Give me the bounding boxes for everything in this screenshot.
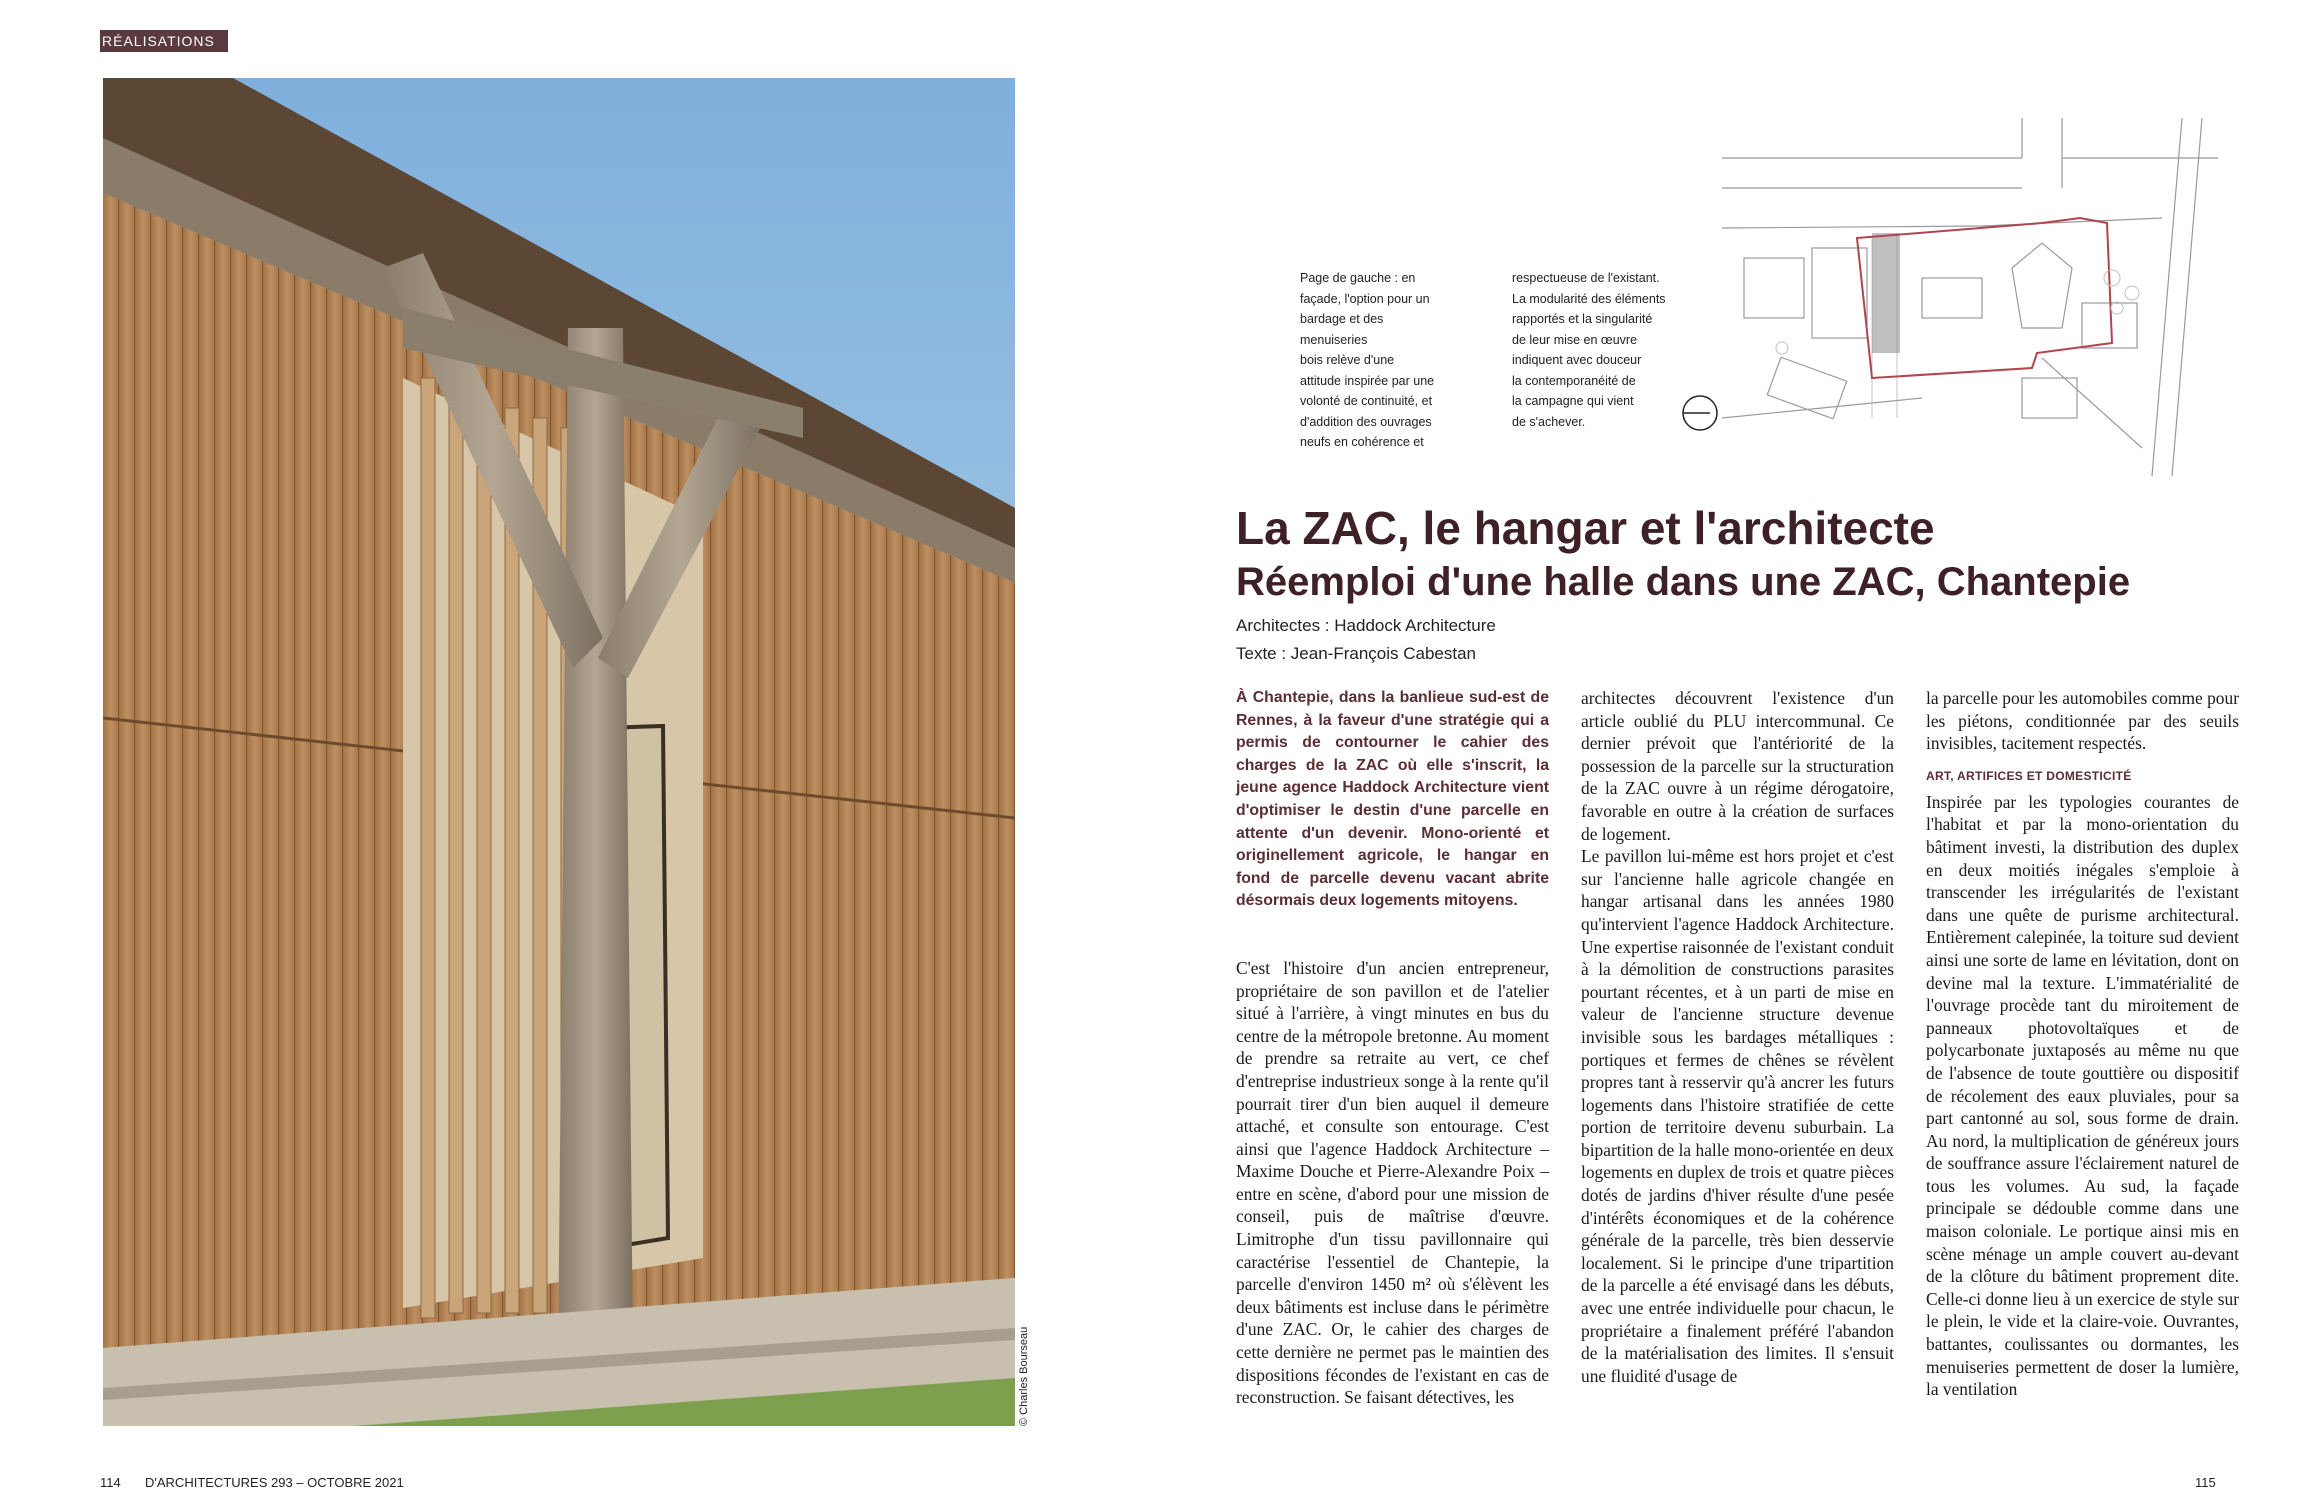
- author-credit: Texte : Jean-François Cabestan: [1236, 644, 1477, 663]
- title-block: [1236, 500, 2236, 608]
- caption-line: la contemporanéité de: [1512, 373, 1636, 388]
- caption-line: La modularité des éléments: [1512, 291, 1666, 306]
- section-tag: RÉALISATIONS: [100, 30, 228, 52]
- caption-line: attitude inspirée par une: [1300, 373, 1435, 388]
- body-paragraph: Le pavillon lui-même est hors projet et c'est sur l'ancienne halle agricole changée en hangar artisanal dans les années 1980 qu'intervient l'agence Haddock Architecture. Une expertise raisonnée de l'existant conduit à la démolition de constructions parasites pourtant récentes, et à un parti de mise en valeur de l'ancienne structure devenue invisible sous les bardages métalliques : portiques et fermes de chênes se révèlent propres tant à resservir qu'à ancrer les futurs logements dans l'histoire stratifiée de cette portion de territoire devenu suburbain. La bipartition de la halle mono-orientée en deux logements en duplex de trois et quatre pièces dotés de jardins d'hiver résulte d'une pesée d'intérêts économiques et de la cohérence générale de la parcelle, très bien desservie localement. Si le principe d'une tripartition de la parcelle a été envisagé dans les débuts, avec une entrée individuelle pour chacun, le propriétaire a finalement préféré l'abandon de la matérialisation des limites. Il s'ensuit une fluidité d'usage de: [1581, 846, 1894, 1386]
- caption-line: de s'achever.: [1512, 414, 1586, 429]
- caption-line: de leur mise en œuvre: [1512, 332, 1638, 347]
- caption-line: Page de gauche : en: [1300, 271, 1416, 285]
- caption-line: indiquent avec douceur: [1512, 353, 1642, 367]
- photo-caption-col2: [1512, 268, 1672, 432]
- body-paragraph: la parcelle pour les automobiles comme pour les piétons, conditionnée par des seuils invisibles, tacitement respectés.: [1926, 688, 2239, 754]
- caption-line: bardage et des menuiseries: [1300, 312, 1384, 347]
- site-plan: [1722, 118, 2218, 476]
- text-column-1: [1236, 687, 1549, 1409]
- caption-line: la campagne qui vient: [1512, 394, 1634, 408]
- magazine-issue: D'ARCHITECTURES 293 – OCTOBRE 2021: [145, 1475, 404, 1490]
- body-paragraph: C'est l'histoire d'un ancien entrepreneur, propriétaire de son pavillon et de l'atelier situé à l'arrière, à vingt minutes en bus du centre de la métropole bretonne. Au moment de prendre sa retraite au vert, ce chef d'entreprise industrieux songe à la rente qu'il pourrait tirer d'un bien auquel il demeure attaché, et consulte son entourage. C'est ainsi que l'agence Haddock Architecture – Maxime Douche et Pierre-Alexandre Poix – entre en scène, d'abord pour une mission de conseil, puis de maîtrise d'œuvre. Limitrophe d'un tissu pavillonnaire qui caractérise l'essentiel de Chantepie, la parcelle d'environ 1450 m² où s'élèvent les deux bâtiments est incluse dans le périmètre d'une ZAC. Or, le cahier des charges de cette dernière ne permet pas le maintien des dispositions fécondes de l'existant en cas de reconstruction. Se faisant détectives, les: [1236, 957, 1549, 1408]
- section-subhead: ART, ARTIFICES ET DOMESTICITÉ: [1926, 768, 2132, 783]
- caption-line: d'addition des ouvrages: [1300, 414, 1432, 429]
- article-subtitle: Réemploi d'une halle dans une ZAC, Chantepie: [1236, 560, 2131, 604]
- facade-photo: [103, 78, 1015, 1426]
- article-title: La ZAC, le hangar et l'architecte: [1236, 502, 1935, 554]
- article-credits: [1236, 612, 1936, 668]
- body-paragraph: architectes découvrent l'existence d'un article oublié du PLU intercommunal. Ce dernier prévoit que l'antériorité de la possession de la parcelle sur la structuration de la ZAC ouvre à un régime dérogatoire, favorable en outre à la création de surfaces de logement.: [1581, 688, 1894, 844]
- photo-credit: © Charles Bourseau: [1018, 1326, 1030, 1426]
- caption-line: volonté de continuité, et: [1300, 394, 1433, 408]
- caption-line: rapportés et la singularité: [1512, 312, 1653, 326]
- architects-credit: Architectes : Haddock Architecture: [1236, 616, 1496, 635]
- north-arrow-icon: [1680, 393, 1720, 433]
- page-number-right: 115: [2195, 1475, 2216, 1490]
- caption-line: bois relève d'une: [1300, 353, 1395, 367]
- photo-caption-col1: [1300, 268, 1450, 453]
- caption-line: façade, l'option pour un: [1300, 291, 1430, 306]
- page-number-left: 114: [100, 1475, 121, 1490]
- caption-line: respectueuse de l'existant.: [1512, 271, 1660, 285]
- lead-paragraph: À Chantepie, dans la banlieue sud-est de Rennes, à la faveur d'une stratégie qui a permis de contourner le cahier des charges de la ZAC où elle s'inscrit, la jeune agence Haddock Architecture vient d'optimiser le destin d'une parcelle en attente d'un devenir. Mono-orienté et originellement agricole, le hangar en fond de parcelle devenu vacant abrite désormais deux logements mitoyens.: [1236, 689, 1549, 910]
- text-column-3: [1926, 687, 2239, 1401]
- text-column-2: [1581, 687, 1894, 1387]
- caption-line: neufs en cohérence et: [1300, 435, 1424, 449]
- body-paragraph: Inspirée par les typologies courantes de l'habitat et par la mono-orientation du bâtiment investi, la distribution des duplex en deux moitiés inégales s'emploie à transcender les irrégularités de l'existant dans une quête de purisme architectural. Entièrement calepinée, la toiture sud devient ainsi une sorte de lame en lévitation, dont on devine mal la texture. L'immatérialité de l'ouvrage procède tant du miroitement de panneaux photovoltaïques et de polycarbonate juxtaposés au même nu que de l'absence de toute gouttière ou dispositif de récolement des eaux pluviales, pour sa part cantonné au sol, sous forme de drain. Au nord, la multiplication de généreux jours de souffrance assure l'éclairement naturel de tous les volumes. Au sud, la façade principale se dédouble comme dans une maison coloniale. Le portique ainsi mis en scène ménage un ample couvert au-devant de la clôture du bâtiment proprement dite. Celle-ci donne lieu à un exercice de style sur le plein, le vide et la claire-voie. Ouvrantes, battantes, coulissantes ou dormantes, les menuiseries permettent de doser la lumière, la ventilation: [1926, 791, 2239, 1400]
